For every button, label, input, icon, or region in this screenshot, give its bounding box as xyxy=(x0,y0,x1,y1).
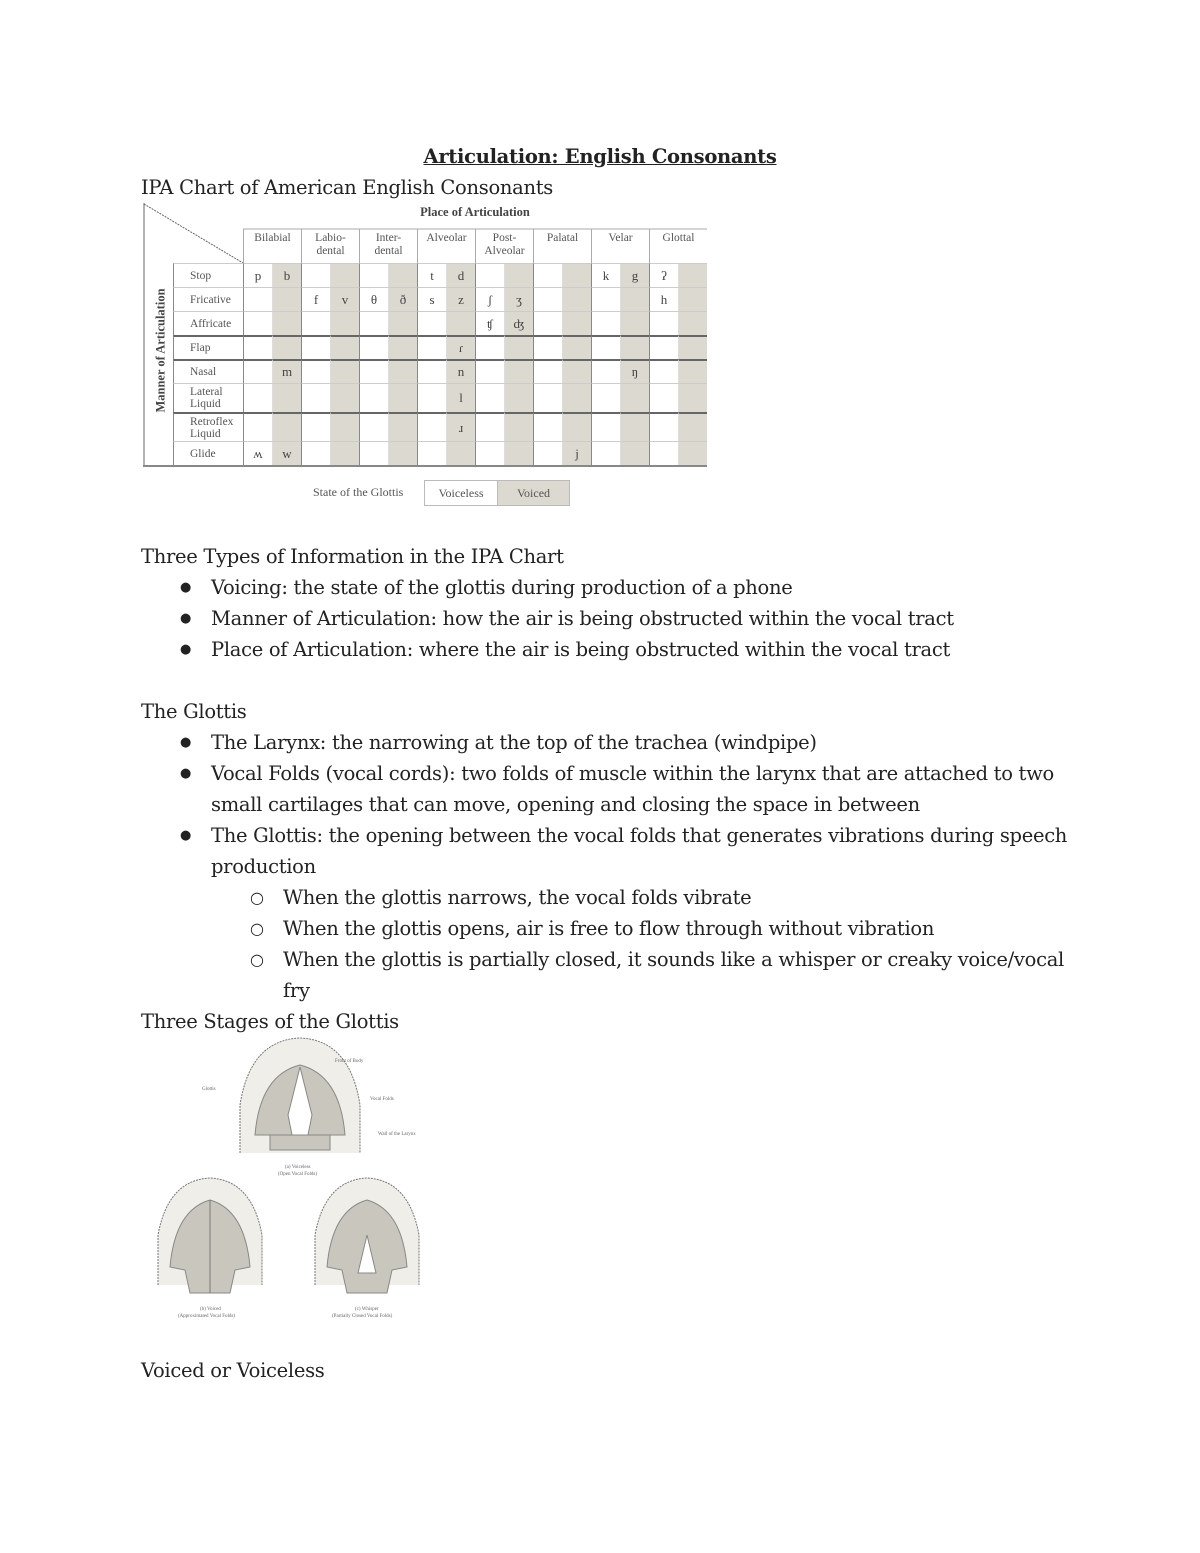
list-item: Place of Articulation: where the air is being obstructed within the vocal tract xyxy=(211,638,951,661)
list-item: The Glottis: the opening between the vocal folds that generates vibrations during speech xyxy=(211,824,1068,847)
bullet-icon: ● xyxy=(180,611,192,626)
ipa-cell xyxy=(359,359,388,383)
place-header: Alveolar xyxy=(417,229,475,263)
ipa-cell xyxy=(388,383,417,412)
manner-row-label: Retroflex Liquid xyxy=(173,412,243,441)
bullet-icon: ● xyxy=(180,580,192,595)
ipa-cell xyxy=(272,311,301,335)
ipa-cell xyxy=(649,441,678,465)
ipa-cell xyxy=(359,263,388,287)
section-heading: Voiced or Voiceless xyxy=(141,1359,325,1382)
ipa-cell xyxy=(330,311,359,335)
ipa-cell: d xyxy=(446,263,475,287)
ipa-cell xyxy=(388,311,417,335)
legend-label: State of the Glottis xyxy=(313,485,404,499)
manner-row-label: Fricative xyxy=(173,287,243,311)
circle-bullet-icon: ○ xyxy=(250,888,264,907)
ipa-cell xyxy=(620,335,649,359)
ipa-cell: ʒ xyxy=(504,287,533,311)
ipa-cell xyxy=(330,441,359,465)
ipa-cell xyxy=(301,335,330,359)
ipa-cell xyxy=(359,412,388,441)
list-item: The Larynx: the narrowing at the top of the trachea (windpipe) xyxy=(211,731,817,754)
svg-text:Front of Body: Front of Body xyxy=(335,1059,364,1064)
ipa-cell xyxy=(620,311,649,335)
ipa-cell: θ xyxy=(359,287,388,311)
ipa-cell xyxy=(475,412,504,441)
ipa-cell xyxy=(562,383,591,412)
ipa-cell xyxy=(562,311,591,335)
ipa-cell xyxy=(417,383,446,412)
ipa-cell xyxy=(475,383,504,412)
circle-bullet-icon: ○ xyxy=(250,950,264,969)
ipa-cell xyxy=(620,383,649,412)
svg-text:(c) Whisper: (c) Whisper xyxy=(355,1307,379,1312)
ipa-cell xyxy=(388,263,417,287)
ipa-cell: t xyxy=(417,263,446,287)
ipa-cell xyxy=(359,335,388,359)
manner-row-label: Stop xyxy=(173,263,243,287)
page-title: Articulation: English Consonants xyxy=(423,145,777,168)
ipa-cell xyxy=(243,287,272,311)
ipa-cell: ɹ xyxy=(446,412,475,441)
ipa-cell xyxy=(388,335,417,359)
ipa-cell xyxy=(330,335,359,359)
ipa-cell xyxy=(533,383,562,412)
ipa-cell xyxy=(620,441,649,465)
ipa-cell xyxy=(678,359,707,383)
ipa-cell xyxy=(417,359,446,383)
ipa-cell: l xyxy=(446,383,475,412)
ipa-cell xyxy=(272,335,301,359)
ipa-cell: ɾ xyxy=(446,335,475,359)
manner-row-label: Nasal xyxy=(173,359,243,383)
voiceless-glottis-diagram xyxy=(202,1038,416,1177)
ipa-cell xyxy=(533,263,562,287)
ipa-cell xyxy=(388,412,417,441)
ipa-cell xyxy=(562,263,591,287)
list-item: Vocal Folds (vocal cords): two folds of muscle within the larynx that are attached to two xyxy=(211,762,1054,785)
ipa-cell: ʧ xyxy=(475,311,504,335)
svg-text:(Approximated Vocal Folds): (Approximated Vocal Folds) xyxy=(178,1314,236,1319)
bullet-icon: ● xyxy=(180,642,192,657)
manner-row-label: Lateral Liquid xyxy=(173,383,243,412)
ipa-cell: f xyxy=(301,287,330,311)
ipa-cell xyxy=(533,335,562,359)
ipa-cell: ʤ xyxy=(504,311,533,335)
section-heading: The Glottis xyxy=(141,700,247,723)
manner-of-articulation-label: Manner of Articulation xyxy=(153,288,168,413)
ipa-cell xyxy=(504,412,533,441)
ipa-cell xyxy=(504,441,533,465)
ipa-cell: w xyxy=(272,441,301,465)
ipa-cell xyxy=(330,263,359,287)
ipa-cell xyxy=(301,311,330,335)
place-header: Bilabial xyxy=(243,229,301,263)
list-item: Manner of Articulation: how the air is being obstructed within the vocal tract xyxy=(211,607,954,630)
sub-list-item: When the glottis opens, air is free to flow through without vibration xyxy=(283,917,935,940)
chart-heading: IPA Chart of American English Consonants xyxy=(141,176,553,199)
ipa-cell xyxy=(678,441,707,465)
ipa-cell xyxy=(649,311,678,335)
ipa-cell xyxy=(243,335,272,359)
ipa-cell xyxy=(301,412,330,441)
svg-text:(a) Voiceless: (a) Voiceless xyxy=(285,1165,311,1170)
ipa-cell xyxy=(533,287,562,311)
ipa-cell: h xyxy=(649,287,678,311)
ipa-cell xyxy=(504,335,533,359)
ipa-cell xyxy=(649,412,678,441)
list-item: Voicing: the state of the glottis during production of a phone xyxy=(211,576,793,599)
whisper-glottis-diagram xyxy=(315,1178,419,1319)
ipa-consonant-chart xyxy=(143,203,707,467)
section-heading: Three Types of Information in the IPA Chart xyxy=(141,545,564,568)
ipa-cell xyxy=(475,441,504,465)
ipa-cell xyxy=(591,287,620,311)
bullet-icon: ● xyxy=(180,828,192,843)
svg-text:Glottis: Glottis xyxy=(202,1087,216,1092)
ipa-cell xyxy=(301,263,330,287)
ipa-cell xyxy=(330,359,359,383)
place-of-articulation-label: Place of Articulation xyxy=(420,205,530,219)
ipa-cell xyxy=(678,335,707,359)
ipa-cell xyxy=(301,383,330,412)
ipa-cell xyxy=(417,441,446,465)
ipa-cell xyxy=(562,287,591,311)
ipa-cell: m xyxy=(272,359,301,383)
svg-text:(Partially Closed Vocal Folds): (Partially Closed Vocal Folds) xyxy=(332,1314,393,1319)
ipa-cell xyxy=(504,383,533,412)
ipa-cell xyxy=(475,359,504,383)
ipa-cell xyxy=(359,383,388,412)
ipa-cell xyxy=(301,441,330,465)
ipa-cell xyxy=(591,441,620,465)
place-header: Post- Alveolar xyxy=(475,229,533,263)
manner-row-label: Affricate xyxy=(173,311,243,335)
ipa-cell xyxy=(562,359,591,383)
bullet-icon: ● xyxy=(180,735,192,750)
ipa-cell: ð xyxy=(388,287,417,311)
ipa-cell: b xyxy=(272,263,301,287)
sub-list-item: When the glottis narrows, the vocal folds vibrate xyxy=(283,886,752,909)
ipa-cell xyxy=(562,335,591,359)
ipa-cell xyxy=(504,263,533,287)
place-header: Palatal xyxy=(533,229,591,263)
place-header: Glottal xyxy=(649,229,707,263)
list-item-continued: small cartilages that can move, opening and closing the space in between xyxy=(211,793,920,816)
ipa-cell xyxy=(446,311,475,335)
ipa-cell xyxy=(620,412,649,441)
ipa-cell xyxy=(649,383,678,412)
ipa-cell xyxy=(330,412,359,441)
ipa-cell: v xyxy=(330,287,359,311)
ipa-cell xyxy=(562,412,591,441)
ipa-cell xyxy=(388,359,417,383)
ipa-cell xyxy=(678,383,707,412)
ipa-cell: k xyxy=(591,263,620,287)
ipa-cell xyxy=(533,441,562,465)
svg-text:(Open Vocal Folds): (Open Vocal Folds) xyxy=(278,1172,317,1177)
ipa-cell: n xyxy=(446,359,475,383)
ipa-cell xyxy=(272,383,301,412)
ipa-cell xyxy=(533,412,562,441)
ipa-cell: ʔ xyxy=(649,263,678,287)
ipa-cell xyxy=(417,335,446,359)
section-heading: Three Stages of the Glottis xyxy=(141,1010,399,1033)
ipa-cell xyxy=(243,311,272,335)
ipa-cell xyxy=(301,359,330,383)
ipa-cell xyxy=(678,287,707,311)
ipa-cell xyxy=(678,263,707,287)
legend-voiceless: Voiceless xyxy=(424,480,498,506)
sub-list-item-continued: fry xyxy=(283,979,310,1002)
ipa-cell xyxy=(591,335,620,359)
list-item-continued: production xyxy=(211,855,316,878)
ipa-cell xyxy=(243,412,272,441)
ipa-cell xyxy=(330,383,359,412)
ipa-cell xyxy=(272,412,301,441)
ipa-cell: ŋ xyxy=(620,359,649,383)
manner-row-label: Flap xyxy=(173,335,243,359)
glottis-stages-figure xyxy=(140,1035,460,1330)
ipa-cell xyxy=(475,263,504,287)
bullet-icon: ● xyxy=(180,766,192,781)
legend-voiced: Voiced xyxy=(497,480,570,506)
ipa-cell xyxy=(678,311,707,335)
svg-text:(b) Voiced: (b) Voiced xyxy=(200,1307,221,1312)
ipa-cell: s xyxy=(417,287,446,311)
ipa-cell xyxy=(417,412,446,441)
ipa-cell: ʍ xyxy=(243,441,272,465)
ipa-cell xyxy=(591,383,620,412)
ipa-cell: g xyxy=(620,263,649,287)
ipa-cell xyxy=(591,311,620,335)
ipa-cell xyxy=(649,359,678,383)
sub-list-item: When the glottis is partially closed, it sounds like a whisper or creaky voice/vocal xyxy=(283,948,1064,971)
ipa-cell xyxy=(417,311,446,335)
ipa-cell xyxy=(243,359,272,383)
ipa-cell xyxy=(591,412,620,441)
ipa-cell xyxy=(359,311,388,335)
ipa-cell xyxy=(359,441,388,465)
svg-text:Wall of the Larynx: Wall of the Larynx xyxy=(378,1132,416,1137)
place-header: Inter- dental xyxy=(359,229,417,263)
ipa-cell: p xyxy=(243,263,272,287)
ipa-cell xyxy=(446,441,475,465)
ipa-cell xyxy=(678,412,707,441)
svg-text:Vocal Folds: Vocal Folds xyxy=(370,1097,394,1102)
ipa-cell xyxy=(504,359,533,383)
circle-bullet-icon: ○ xyxy=(250,919,264,938)
ipa-cell xyxy=(475,335,504,359)
place-header: Velar xyxy=(591,229,649,263)
ipa-cell xyxy=(620,287,649,311)
manner-row-label: Glide xyxy=(173,441,243,465)
ipa-cell: j xyxy=(562,441,591,465)
ipa-cell xyxy=(533,359,562,383)
ipa-cell xyxy=(533,311,562,335)
ipa-cell: z xyxy=(446,287,475,311)
voiced-glottis-diagram xyxy=(158,1178,262,1319)
ipa-cell xyxy=(388,441,417,465)
ipa-cell xyxy=(243,383,272,412)
place-header: Labio- dental xyxy=(301,229,359,263)
ipa-cell xyxy=(272,287,301,311)
ipa-cell: ʃ xyxy=(475,287,504,311)
ipa-cell xyxy=(591,359,620,383)
ipa-cell xyxy=(649,335,678,359)
